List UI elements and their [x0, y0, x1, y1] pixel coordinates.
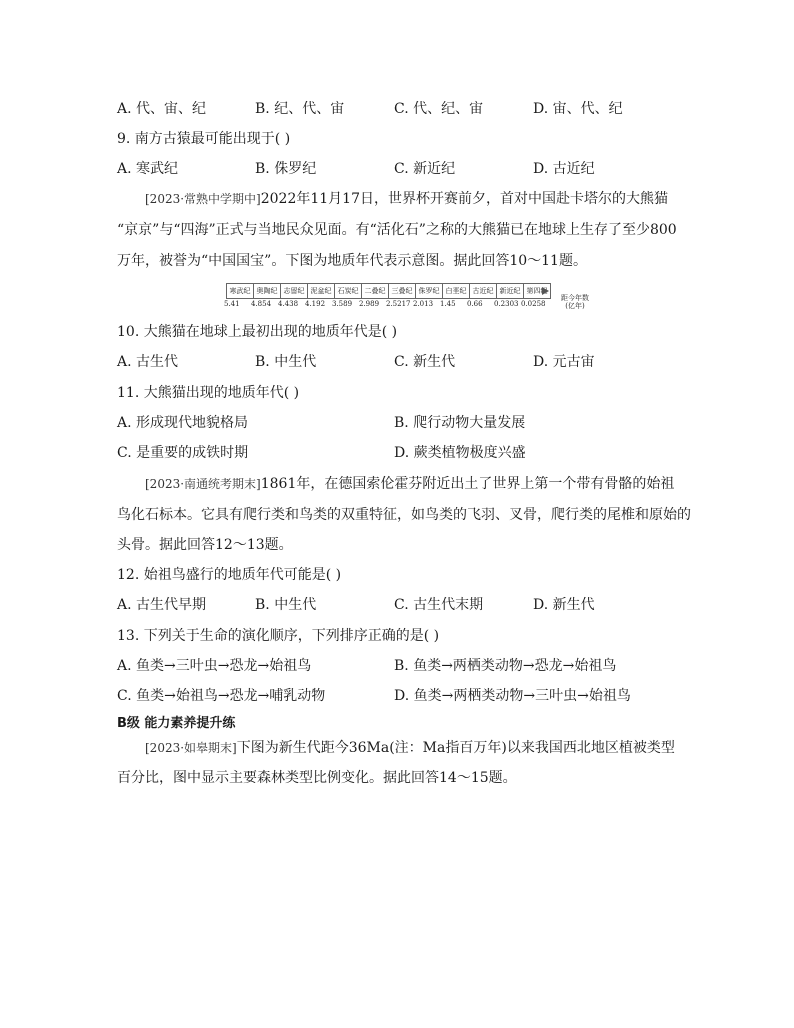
timeline-unit-label: 距今年数 — [561, 294, 589, 302]
passage3-text-1: 下图为新生代距今36Ma(注：Ma指百万年)以来我国西北地区植被类型 — [236, 740, 675, 756]
q13-options-row1 — [117, 656, 694, 676]
passage1-text-1: 2022年11月17日，世界杯开赛前夕，首对中国赴卡塔尔的大熊猫 — [260, 191, 668, 207]
q10-option-c[interactable]: C. 新生代 — [394, 354, 456, 370]
q9-stem: 9. 南方古猿最可能出现于( ) — [117, 131, 291, 147]
timeline-unit-sub: (亿年) — [565, 302, 585, 310]
timeline-period: 侏罗纪 — [416, 284, 443, 298]
passage1-source: [2023·常熟中学期中] — [145, 192, 261, 206]
q13-option-d[interactable]: D. 鱼类→两栖类动物→三叶虫→始祖鸟 — [394, 688, 631, 704]
passage2-source: [2023·南通统考期末] — [145, 477, 261, 491]
q12-stem: 12. 始祖鸟盛行的地质年代可能是( ) — [117, 567, 342, 583]
q11-option-c[interactable]: C. 是重要的成铁时期 — [117, 445, 249, 461]
q11-options-row1 — [117, 413, 694, 433]
q10-option-a[interactable]: A. 古生代 — [117, 354, 179, 370]
passage3-source: [2023·如皋期末] — [145, 741, 237, 755]
passage2-line3: 头骨。据此回答12～13题。 — [117, 537, 293, 553]
q11-stem: 11. 大熊猫出现的地质年代( ) — [117, 385, 300, 401]
timeline-unit — [552, 294, 598, 310]
q11-option-b[interactable]: B. 爬行动物大量发展 — [394, 415, 526, 431]
timeline-period: 古近纪 — [470, 284, 497, 298]
timeline-age: 0.66 — [467, 300, 483, 308]
geologic-timeline-figure — [226, 283, 606, 323]
q9-option-d[interactable]: D. 古近纪 — [533, 161, 595, 177]
q10-option-b[interactable]: B. 中生代 — [255, 354, 317, 370]
passage2-text-1: 1861年，在德国索伦霍芬附近出土了世界上第一个带有骨骼的始祖 — [260, 476, 675, 492]
q9-option-c[interactable]: C. 新近纪 — [394, 161, 456, 177]
passage1-line2: “京京”与“四海”正式与当地民众见面。有“活化石”之称的大熊猫已在地球上生存了至少800 — [117, 222, 677, 238]
q12-options — [117, 595, 694, 615]
q8-option-a[interactable]: A. 代、宙、纪 — [117, 101, 207, 117]
q12-option-c[interactable]: C. 古生代末期 — [394, 597, 484, 613]
timeline-arrow-icon — [542, 287, 549, 295]
q13-option-b[interactable]: B. 鱼类→两栖类动物→恐龙→始祖鸟 — [394, 658, 617, 674]
passage1-line1 — [145, 189, 668, 209]
timeline-period: 二叠纪 — [362, 284, 389, 298]
timeline-age: 0.0258 — [521, 300, 546, 308]
q10-options — [117, 352, 694, 372]
timeline-age: 5.41 — [224, 300, 240, 308]
timeline-age: 2.013 — [413, 300, 434, 308]
q8-option-c[interactable]: C. 代、纪、宙 — [394, 101, 484, 117]
q12-option-d[interactable]: D. 新生代 — [533, 597, 595, 613]
q12-option-a[interactable]: A. 古生代早期 — [117, 597, 207, 613]
passage3-line1 — [145, 738, 675, 758]
q8-option-d[interactable]: D. 宙、代、纪 — [533, 101, 623, 117]
q10-option-d[interactable]: D. 元古宙 — [533, 354, 595, 370]
q11-options-row2 — [117, 443, 694, 463]
q12-option-b[interactable]: B. 中生代 — [255, 597, 317, 613]
timeline-age: 3.589 — [332, 300, 353, 308]
section-b-title: B级 能力素养提升练 — [117, 716, 236, 731]
passage1-line3: 万年，被誉为“中国国宝”。下图为地质年代表示意图。据此回答10～11题。 — [117, 253, 587, 269]
timeline-age: 4.438 — [278, 300, 299, 308]
timeline-age: 4.854 — [251, 300, 272, 308]
timeline-period: 第四纪 — [524, 284, 551, 298]
timeline-age: 2.989 — [359, 300, 380, 308]
passage2-line2: 鸟化石标本。它具有爬行类和鸟类的双重特征，如鸟类的飞羽、叉骨，爬行类的尾椎和原始的 — [117, 507, 691, 523]
passage3-line2: 百分比，图中显示主要森林类型比例变化。据此回答14～15题。 — [117, 770, 517, 786]
timeline-age: 2.5217 — [386, 300, 411, 308]
q13-stem: 13. 下列关于生命的演化顺序，下列排序正确的是( ) — [117, 628, 440, 644]
q8-options — [117, 99, 694, 119]
timeline-age: 0.2303 — [494, 300, 519, 308]
timeline-period: 石炭纪 — [335, 284, 362, 298]
timeline-period: 奥陶纪 — [254, 284, 281, 298]
q11-option-a[interactable]: A. 形成现代地貌格局 — [117, 415, 249, 431]
q11-option-d[interactable]: D. 蕨类植物极度兴盛 — [394, 445, 526, 461]
q13-option-c[interactable]: C. 鱼类→始祖鸟→恐龙→哺乳动物 — [117, 688, 326, 704]
q9-option-b[interactable]: B. 侏罗纪 — [255, 161, 317, 177]
timeline-period: 白垩纪 — [443, 284, 470, 298]
timeline-age: 1.45 — [440, 300, 456, 308]
q8-option-b[interactable]: B. 纪、代、宙 — [255, 101, 345, 117]
timeline-period: 寒武纪 — [227, 284, 254, 298]
timeline-period: 新近纪 — [497, 284, 524, 298]
timeline-age: 4.192 — [305, 300, 326, 308]
timeline-period: 三叠纪 — [389, 284, 416, 298]
passage2-line1 — [145, 474, 674, 494]
q9-option-a[interactable]: A. 寒武纪 — [117, 161, 179, 177]
timeline-period: 志留纪 — [281, 284, 308, 298]
timeline-bar — [226, 283, 551, 299]
timeline-period: 泥盆纪 — [308, 284, 335, 298]
q13-option-a[interactable]: A. 鱼类→三叶虫→恐龙→始祖鸟 — [117, 658, 312, 674]
q9-options — [117, 159, 694, 179]
q13-options-row2 — [117, 686, 694, 706]
q10-stem: 10. 大熊猫在地球上最初出现的地质年代是( ) — [117, 324, 398, 340]
